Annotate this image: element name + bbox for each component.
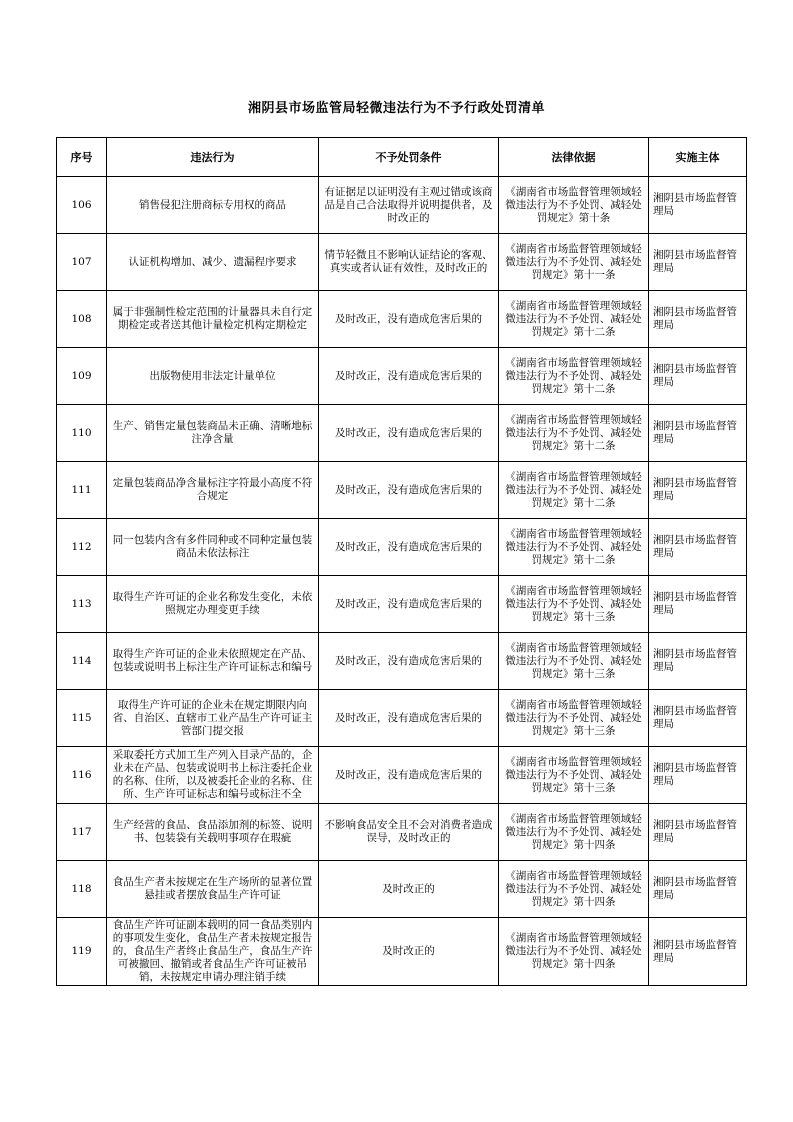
cell-exemption-condition: 及时改正的 (319, 918, 499, 986)
cell-implementing-body: 湘阴县市场监督管理局 (649, 576, 747, 633)
cell-serial-number: 117 (57, 804, 107, 861)
cell-legal-basis: 《湖南省市场监督管理领域轻微违法行为不予处罚、减轻处罚规定》第十三条 (499, 576, 649, 633)
cell-legal-basis: 《湖南省市场监督管理领域轻微违法行为不予处罚、减轻处罚规定》第十二条 (499, 405, 649, 462)
cell-implementing-body: 湘阴县市场监督管理局 (649, 348, 747, 405)
cell-implementing-body: 湘阴县市场监督管理局 (649, 747, 747, 804)
cell-legal-basis: 《湖南省市场监督管理领域轻微违法行为不予处罚、减轻处罚规定》第十四条 (499, 918, 649, 986)
cell-serial-number: 118 (57, 861, 107, 918)
cell-exemption-condition: 及时改正，没有造成危害后果的 (319, 405, 499, 462)
cell-violation: 食品生产许可证副本载明的同一食品类别内的事项发生变化，食品生产者未按规定报告的，食品生产者终止食品生产，食品生产许可被撤回、撤销或者食品生产许可证被吊销，未按规定申请办理注销手续 (107, 918, 319, 986)
cell-implementing-body: 湘阴县市场监督管理局 (649, 177, 747, 234)
header-violation: 违法行为 (107, 138, 319, 177)
cell-violation: 同一包装内含有多件同种或不同种定量包装商品未依法标注 (107, 519, 319, 576)
cell-serial-number: 114 (57, 633, 107, 690)
table-row (57, 462, 747, 519)
cell-violation: 定量包装商品净含量标注字符最小高度不符合规定 (107, 462, 319, 519)
table-body (57, 177, 747, 986)
cell-serial-number: 109 (57, 348, 107, 405)
cell-legal-basis: 《湖南省市场监督管理领域轻微违法行为不予处罚、减轻处罚规定》第十一条 (499, 234, 649, 291)
cell-implementing-body: 湘阴县市场监督管理局 (649, 861, 747, 918)
table-row (57, 234, 747, 291)
cell-serial-number: 108 (57, 291, 107, 348)
cell-serial-number: 112 (57, 519, 107, 576)
table-row (57, 177, 747, 234)
cell-exemption-condition: 及时改正的 (319, 861, 499, 918)
table-row (57, 633, 747, 690)
cell-exemption-condition: 及时改正，没有造成危害后果的 (319, 519, 499, 576)
cell-exemption-condition: 及时改正，没有造成危害后果的 (319, 291, 499, 348)
cell-exemption-condition: 及时改正，没有造成危害后果的 (319, 462, 499, 519)
cell-violation: 属于非强制性检定范围的计量器具未自行定期检定或者送其他计量检定机构定期检定 (107, 291, 319, 348)
cell-serial-number: 119 (57, 918, 107, 986)
table-row (57, 576, 747, 633)
cell-serial-number: 116 (57, 747, 107, 804)
cell-violation: 取得生产许可证的企业未依照规定在产品、包装或说明书上标注生产许可证标志和编号 (107, 633, 319, 690)
document-title: 湘阴县市场监管局轻微违法行为不予行政处罚清单 (247, 101, 545, 116)
cell-violation: 生产、销售定量包装商品未正确、清晰地标注净含量 (107, 405, 319, 462)
cell-exemption-condition: 不影响食品安全且不会对消费者造成误导，及时改正的 (319, 804, 499, 861)
cell-implementing-body: 湘阴县市场监督管理局 (649, 633, 747, 690)
cell-exemption-condition: 及时改正，没有造成危害后果的 (319, 633, 499, 690)
table-row (57, 519, 747, 576)
cell-legal-basis: 《湖南省市场监督管理领域轻微违法行为不予处罚、减轻处罚规定》第十三条 (499, 747, 649, 804)
cell-serial-number: 107 (57, 234, 107, 291)
cell-violation: 生产经营的食品、食品添加剂的标签、说明书、包装袋有关载明事项存在瑕疵 (107, 804, 319, 861)
cell-legal-basis: 《湖南省市场监督管理领域轻微违法行为不予处罚、减轻处罚规定》第十二条 (499, 519, 649, 576)
table-row (57, 348, 747, 405)
cell-implementing-body: 湘阴县市场监督管理局 (649, 234, 747, 291)
cell-legal-basis: 《湖南省市场监督管理领域轻微违法行为不予处罚、减轻处罚规定》第十二条 (499, 291, 649, 348)
header-serial-number: 序号 (57, 138, 107, 177)
cell-exemption-condition: 及时改正，没有造成危害后果的 (319, 747, 499, 804)
cell-legal-basis: 《湖南省市场监督管理领域轻微违法行为不予处罚、减轻处罚规定》第十三条 (499, 690, 649, 747)
cell-implementing-body: 湘阴县市场监督管理局 (649, 519, 747, 576)
cell-exemption-condition: 及时改正，没有造成危害后果的 (319, 576, 499, 633)
cell-exemption-condition: 及时改正，没有造成危害后果的 (319, 690, 499, 747)
cell-exemption-condition: 情节轻微且不影响认证结论的客观、真实或者认证有效性，及时改正的 (319, 234, 499, 291)
cell-exemption-condition: 及时改正，没有造成危害后果的 (319, 348, 499, 405)
cell-implementing-body: 湘阴县市场监督管理局 (649, 804, 747, 861)
table-header-row (57, 138, 747, 177)
cell-serial-number: 106 (57, 177, 107, 234)
header-implementing-body: 实施主体 (649, 138, 747, 177)
cell-exemption-condition: 有证据足以证明没有主观过错或该商品是自己合法取得并说明提供者，及时改正的 (319, 177, 499, 234)
table-row (57, 690, 747, 747)
table-row (57, 918, 747, 986)
cell-legal-basis: 《湖南省市场监督管理领域轻微违法行为不予处罚、减轻处罚规定》第十三条 (499, 633, 649, 690)
cell-serial-number: 111 (57, 462, 107, 519)
cell-serial-number: 113 (57, 576, 107, 633)
cell-serial-number: 115 (57, 690, 107, 747)
cell-legal-basis: 《湖南省市场监督管理领域轻微违法行为不予处罚、减轻处罚规定》第十条 (499, 177, 649, 234)
table-row (57, 405, 747, 462)
table-row (57, 804, 747, 861)
cell-violation: 销售侵犯注册商标专用权的商品 (107, 177, 319, 234)
cell-violation: 食品生产者未按规定在生产场所的显著位置悬挂或者摆放食品生产许可证 (107, 861, 319, 918)
cell-violation: 取得生产许可证的企业名称发生变化，未依照规定办理变更手续 (107, 576, 319, 633)
table-row (57, 291, 747, 348)
cell-violation: 认证机构增加、减少、遗漏程序要求 (107, 234, 319, 291)
cell-implementing-body: 湘阴县市场监督管理局 (649, 462, 747, 519)
table-row (57, 747, 747, 804)
header-legal-basis: 法律依据 (499, 138, 649, 177)
header-exemption-condition: 不予处罚条件 (319, 138, 499, 177)
cell-legal-basis: 《湖南省市场监督管理领域轻微违法行为不予处罚、减轻处罚规定》第十二条 (499, 348, 649, 405)
cell-violation: 出版物使用非法定计量单位 (107, 348, 319, 405)
cell-violation: 取得生产许可证的企业未在规定期限内向省、自治区、直辖市工业产品生产许可证主管部门提交报 (107, 690, 319, 747)
cell-legal-basis: 《湖南省市场监督管理领域轻微违法行为不予处罚、减轻处罚规定》第十四条 (499, 804, 649, 861)
table-row (57, 861, 747, 918)
cell-implementing-body: 湘阴县市场监督管理局 (649, 291, 747, 348)
cell-legal-basis: 《湖南省市场监督管理领域轻微违法行为不予处罚、减轻处罚规定》第十二条 (499, 462, 649, 519)
cell-implementing-body: 湘阴县市场监督管理局 (649, 405, 747, 462)
cell-violation: 采取委托方式加工生产列入目录产品的，企业未在产品、包装或说明书上标注委托企业的名称、住所，以及被委托企业的名称、住所、生产许可证标志和编号或标注不全 (107, 747, 319, 804)
cell-implementing-body: 湘阴县市场监督管理局 (649, 690, 747, 747)
cell-implementing-body: 湘阴县市场监督管理局 (649, 918, 747, 986)
cell-legal-basis: 《湖南省市场监督管理领域轻微违法行为不予处罚、减轻处罚规定》第十四条 (499, 861, 649, 918)
cell-serial-number: 110 (57, 405, 107, 462)
penalty-list-table (56, 137, 747, 986)
